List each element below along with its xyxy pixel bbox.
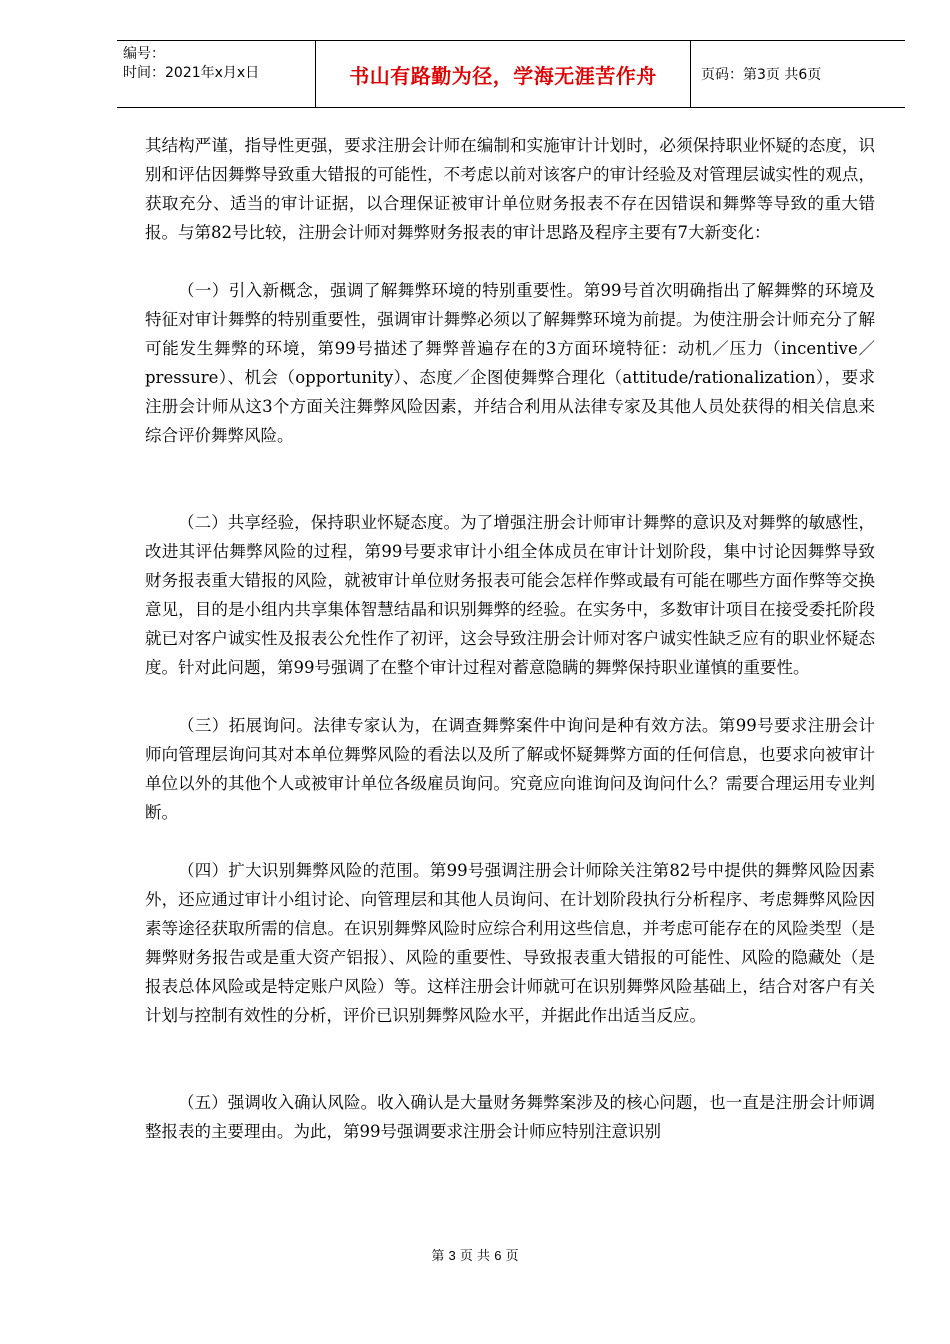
paragraph-section-5: （五）强调收入确认风险。收入确认是大量财务舞弊案涉及的核心问题，也一直是注册会计师调整报表的主要理由。为此，第99号强调要求注册会计师应特别注意识别 — [145, 1093, 875, 1141]
header-motto: 书山有路勤为径，学海无涯苦作舟 — [316, 41, 691, 107]
paragraph-section-4: （四）扩大识别舞弊风险的范围。第99号强调注册会计师除关注第82号中提供的舞弊风险因素外，还应通过审计小组讨论、向管理层和其他人员询问、在计划阶段执行分析程序、考虑舞弊风险因素等途径获取所需的信息。在识别舞弊风险时应综合利用这些信息，并考虑可能存在的风险类型（是舞弊财务报告或是重大资产铝报）、风险的重要性、导致报表重大错报的可能性、风险的隐藏处（是报表总体风险或是特定账户风险）等。这样注册会计师就可在识别舞弊风险基础上，结合对客户有关计划与控制有效性的分析，评价已识别舞弊风险水平，并据此作出适当反应。 — [145, 861, 875, 1025]
document-date: 时间：2021年x月x日 — [123, 65, 260, 81]
footer-prefix: 第 — [431, 1249, 445, 1264]
document-body — [145, 131, 875, 1146]
footer-total-pages: 6 — [494, 1248, 502, 1263]
footer-current-page: 3 — [448, 1248, 456, 1263]
paragraph-section-1: （一）引入新概念，强调了解舞弊环境的特别重要性。第99号首次明确指出了解舞弊的环境及特征对审计舞弊的特别重要性，强调审计舞弊必须以了解舞弊环境为前提。为使注册会计师充分了解可能发生舞弊的环境，第99号描述了舞弊普遍存在的3方面环境特征：动机／压力（incentive／pressure）、机会（opportunity）、态度／企图使舞弊合理化（attitude/rationalization），要求注册会计师从这3个方面关注舞弊风险因素，并结合利用从法律专家及其他人员处获得的相关信息来综合评价舞弊风险。 — [145, 281, 875, 445]
page-header — [117, 40, 905, 108]
header-page-number: 页码：第3页 共6页 — [701, 67, 822, 83]
header-meta — [117, 41, 316, 107]
paragraph-section-3: （三）拓展询问。法律专家认为，在调查舞弊案件中询问是种有效方法。第99号要求注册会计师向管理层询问其对本单位舞弊风险的看法以及所了解或怀疑舞弊方面的任何信息，也要求向被审计单位以外的其他个人或被审计单位各级雇员询问。究竟应向谁询问及询问什么？需要合理运用专业判断。 — [145, 716, 875, 822]
paragraph-section-2: （二）共享经验，保持职业怀疑态度。为了增强注册会计师审计舞弊的意识及对舞弊的敏感性，改进其评估舞弊风险的过程，第99号要求审计小组全体成员在审计计划阶段，集中讨论因舞弊导致财务报表重大错报的风险，就被审计单位财务报表可能会怎样作弊或最有可能在哪些方面作弊等交换意见，目的是小组内共享集体智慧结晶和识别舞弊的经验。在实务中，多数审计项目在接受委托阶段就已对客户诚实性及报表公允性作了初评，这会导致注册会计师对客户诚实性缺乏应有的职业怀疑态度。针对此问题，第99号强调了在整个审计过程对蓄意隐瞒的舞弊保持职业谨慎的重要性。 — [145, 513, 875, 677]
document-number: 编号： — [123, 46, 165, 62]
footer-middle: 页 共 — [459, 1249, 491, 1264]
page-footer — [0, 1245, 950, 1264]
paragraph-intro: 其结构严谨，指导性更强，要求注册会计师在编制和实施审计计划时，必须保持职业怀疑的态度，识别和评估因舞弊导致重大错报的可能性，不考虑以前对该客户的审计经验及对管理层诚实性的观点，获取充分、适当的审计证据，以合理保证被审计单位财务报表不存在因错误和舞弊等导致的重大错报。与第82号比较，注册会计师对舞弊财务报表的审计思路及程序主要有7大新变化： — [145, 136, 875, 242]
footer-suffix: 页 — [505, 1249, 519, 1264]
